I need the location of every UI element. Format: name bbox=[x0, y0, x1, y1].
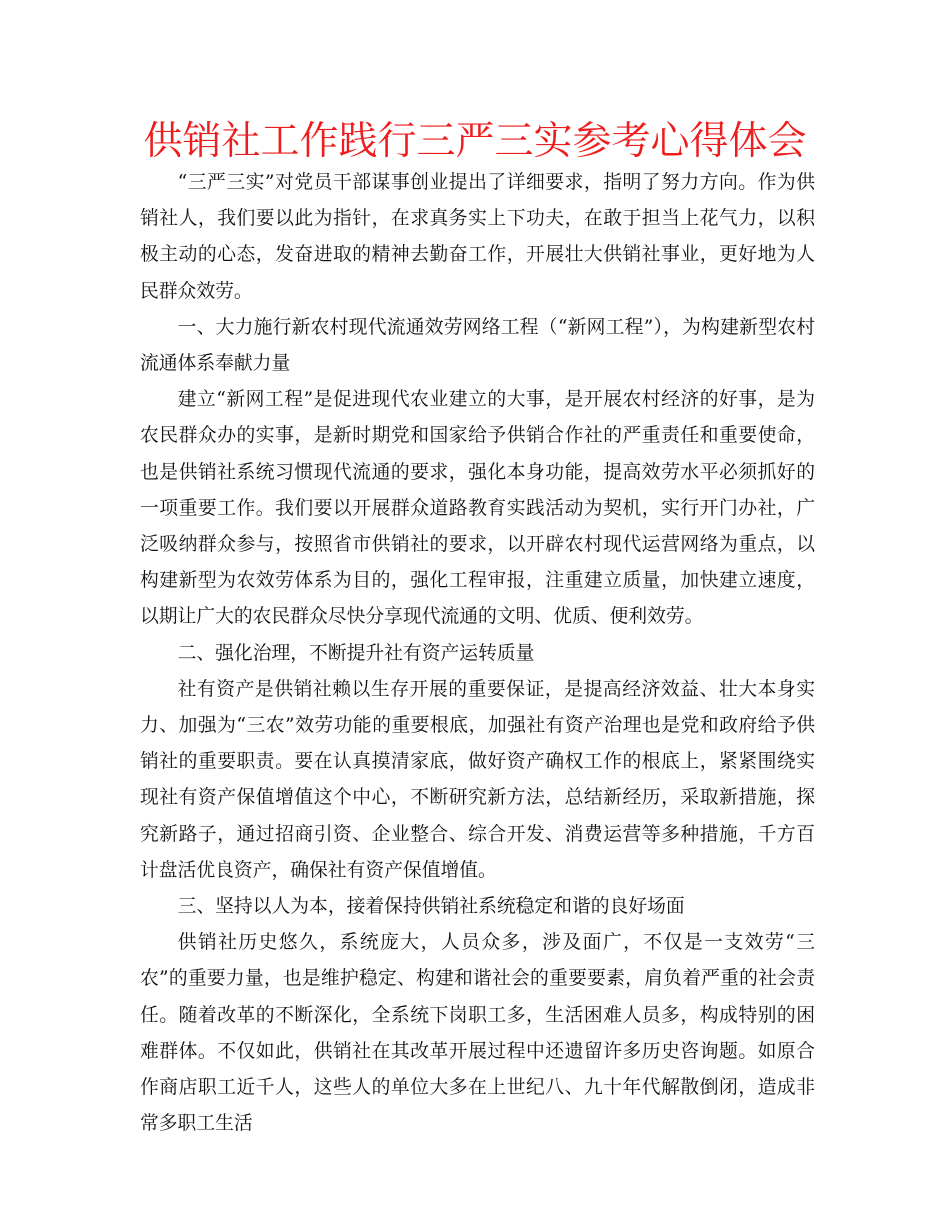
paragraph-section-3: 供销社历史悠久，系统庞大，人员众多，涉及面广，不仅是一支效劳“三农”的重要力量，也是维护稳定、构建和谐社会的重要要素，肩负着严重的社会责任。随着改革的不断深化，全系统下岗职工多，生活困难人员多，构成特别的困难群体。不仅如此，供销社在其改革开展过程中还遗留许多历史咨询题。如原合作商店职工近千人，这些人的单位大多在上世纪八、九十年代解散倒闭，造成非常多职工生活 bbox=[140, 932, 815, 1135]
section-heading-3: 三、坚持以人为本，接着保持供销社系统稳定和谐的良好场面 bbox=[177, 896, 685, 918]
paragraph-intro: “三严三实”对党员干部谋事创业提出了详细要求，指明了努力方向。作为供销社人，我们要以此为指针，在求真务实上下功夫，在敢于担当上花气力，以积极主动的心态，发奋进取的精神去勤奋工作，开展壮大供销社事业，更好地为人民群众效劳。 bbox=[140, 172, 815, 302]
document-body bbox=[140, 165, 815, 1142]
section-heading-2: 二、强化治理，不断提升社有资产运转质量 bbox=[177, 642, 535, 664]
paragraph-section-2: 社有资产是供销社赖以生存开展的重要保证，是提高经济效益、壮大本身实力、加强为“三农”效劳功能的重要根底，加强社有资产治理也是党和政府给予供销社的重要职责。要在认真摸清家底，做好资产确权工作的根底上，紧紧围绕实现社有资产保值增值这个中心，不断研究新方法，总结新经历，采取新措施，探究新路子，通过招商引资、企业整合、综合开发、消费运营等多种措施，千方百计盘活优良资产，确保社有资产保值增值。 bbox=[140, 678, 815, 881]
paragraph-section-1: 建立“新网工程”是促进现代农业建立的大事，是开展农村经济的好事，是为农民群众办的实事，是新时期党和国家给予供销合作社的严重责任和重要使命，也是供销社系统习惯现代流通的要求，强化本身功能，提高效劳水平必须抓好的一项重要工作。我们要以开展群众道路教育实践活动为契机，实行开门办社，广泛吸纳群众参与，按照省市供销社的要求，以开辟农村现代运营网络为重点，以构建新型为农效劳体系为目的，强化工程审报，注重建立质量，加快建立速度，以期让广大的农民群众尽快分享现代流通的文明、优质、便利效劳。 bbox=[140, 389, 815, 628]
section-heading-1: 一、大力施行新农村现代流通效劳网络工程（“新网工程”），为构建新型农村流通体系奉献力量 bbox=[140, 316, 815, 375]
document-title: 供销社工作践行三严三实参考心得体会 bbox=[143, 119, 807, 164]
